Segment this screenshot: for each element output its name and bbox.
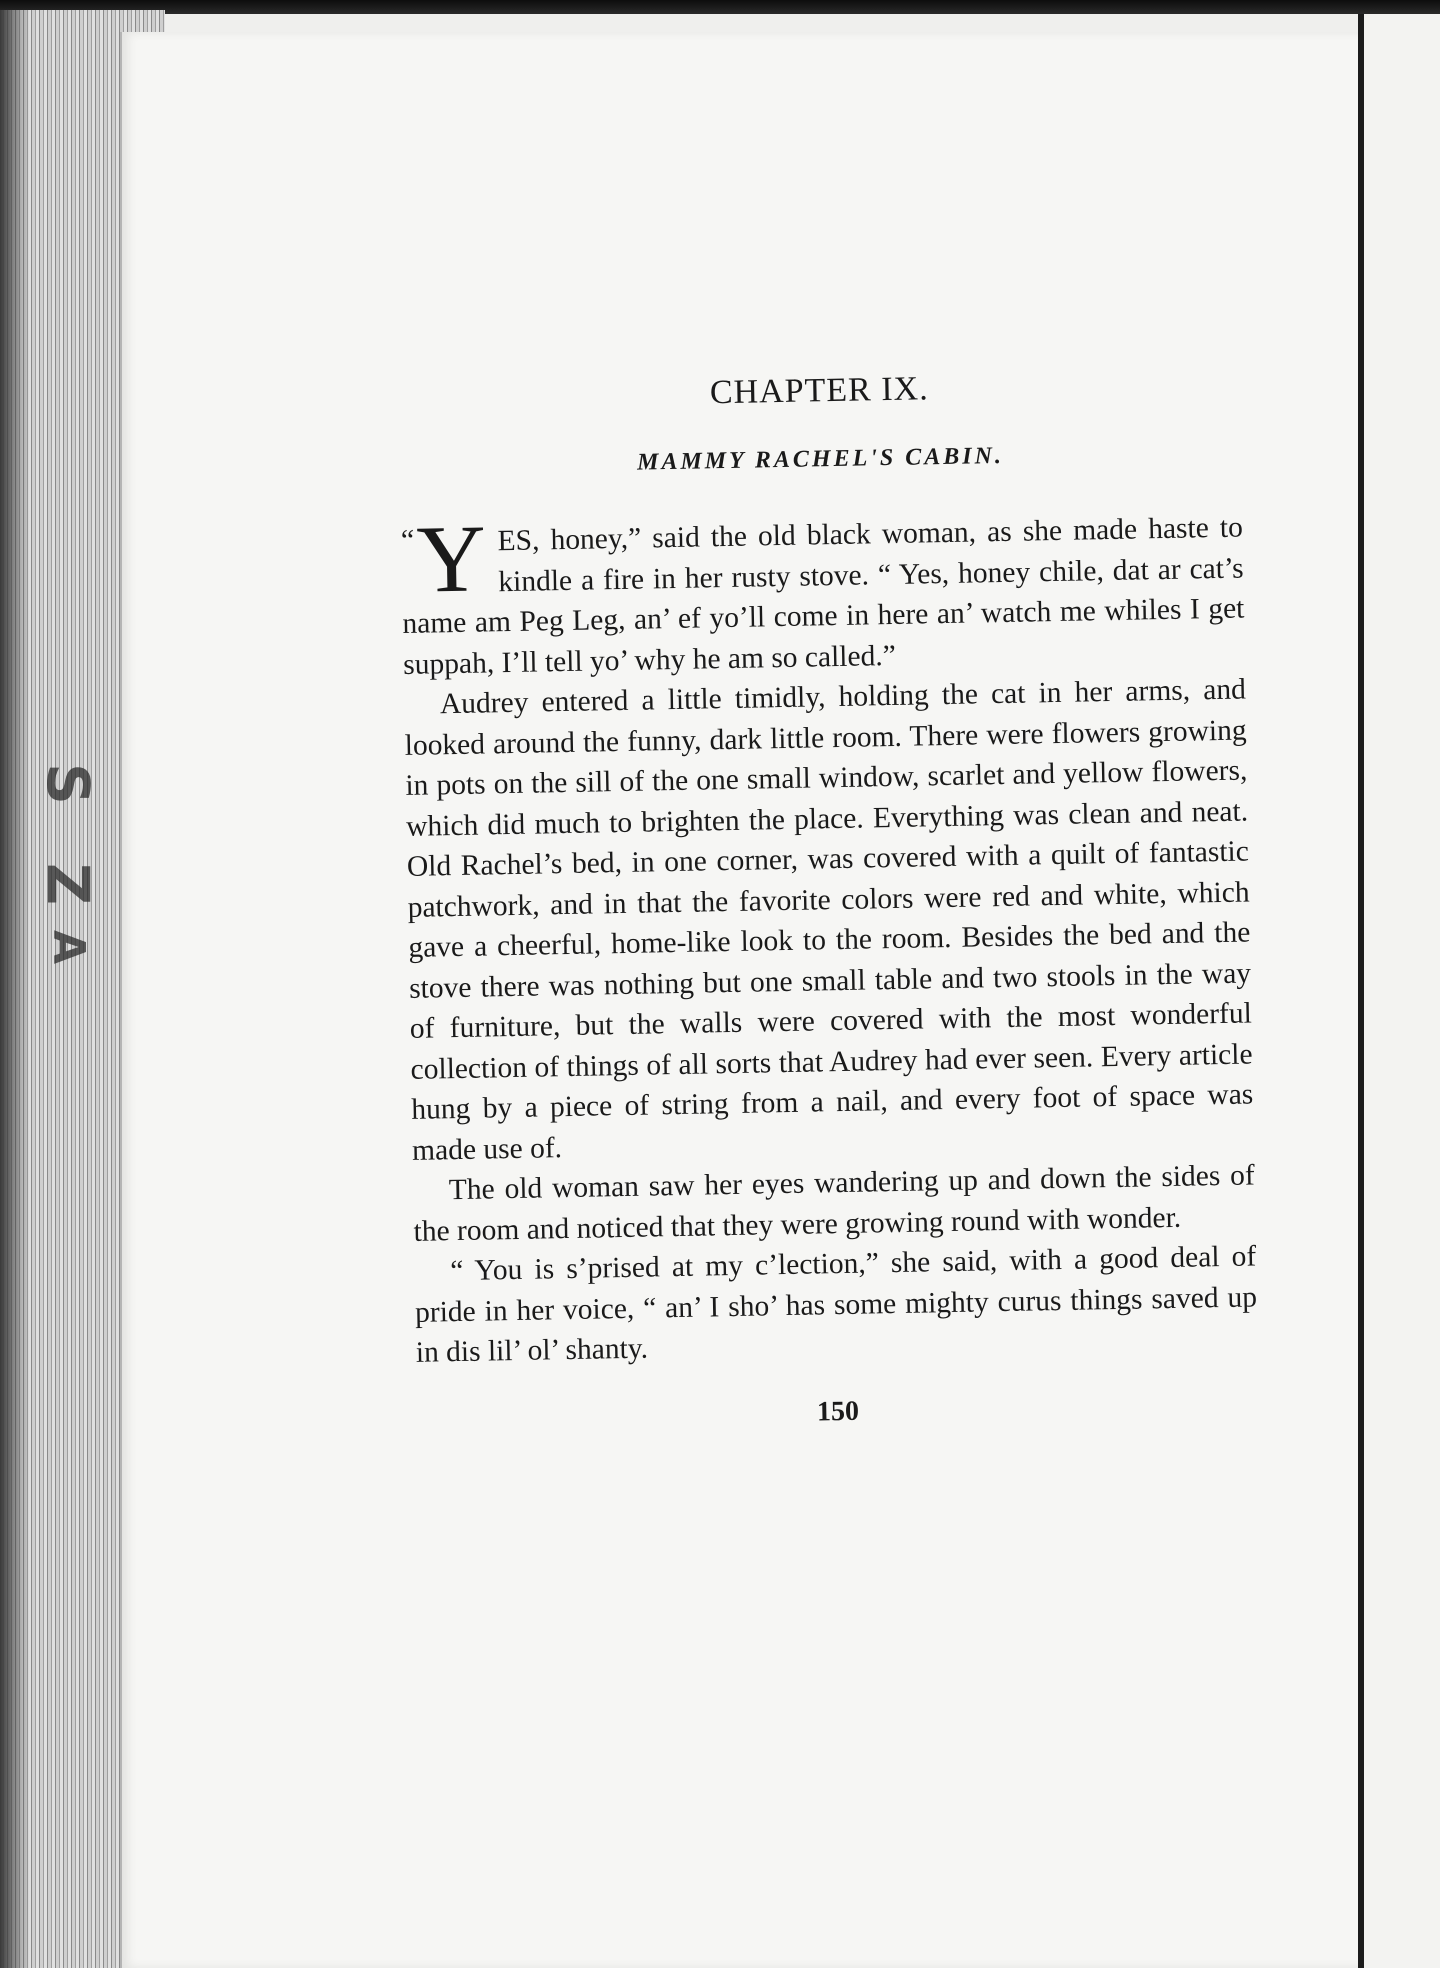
- paragraph-1-text: ES, honey,” said the old black woman, as she made haste to kindle a fire in her rusty stove. “ Yes, honey chile, dat ar cat’s name am Peg Leg, an’ ef yo’ll come in here an’ watch me whiles I get suppah, I’ll tell yo’ why he am so called.”: [402, 511, 1245, 681]
- chapter-title: CHAPTER IX.: [709, 370, 929, 412]
- book-top-edge: [0, 0, 1440, 14]
- drop-cap-letter: Y: [415, 504, 487, 613]
- page-number: 150: [816, 1395, 860, 1427]
- library-stamp-mark: S: [34, 763, 102, 805]
- paragraph-3: The old woman saw her eyes wandering up and down the sides of the room and noticed that they were growing round with wonder.: [413, 1159, 1256, 1248]
- paragraph-1: [400, 504, 1246, 685]
- drop-cap: [400, 504, 487, 613]
- chapter-subtitle: MAMMY RACHEL'S CABIN.: [636, 442, 1005, 476]
- drop-cap-quote: “: [400, 523, 415, 557]
- chapter-body: [400, 504, 1258, 1374]
- facing-page-edge: [1364, 14, 1440, 1968]
- library-stamp-mark: A: [43, 929, 94, 965]
- paragraph-2: Audrey entered a little timidly, holding the cat in her arms, and looked around the funny, dark little room. There were flowers growing in pots on the sill of the one small window, scarlet and yellow flowers, which did much to brighten the place. Everything was clean and neat. Old Rachel’s bed, in one corner, was covered with a quilt of fantastic patchwork, and in that the favorite colors were red and white, which gave a cheerful, home-like look to the room. Besides the bed and the stove there was nothing but one small table and two stools in the way of furniture, but the walls were covered with the most wonderful collection of things of all sorts that Audrey had ever seen. Every article hung by a piece of string from a nail, and every foot of space was made use of.: [404, 673, 1254, 1167]
- page-content: [398, 365, 1259, 1436]
- library-stamp-mark: Z: [34, 862, 102, 906]
- paragraph-4: “ You is s’prised at my c’lection,” she said, with a good deal of pride in her voice, “ an’ I sho’ has some mighty curus things saved up in dis lil’ ol’ shanty.: [414, 1240, 1258, 1369]
